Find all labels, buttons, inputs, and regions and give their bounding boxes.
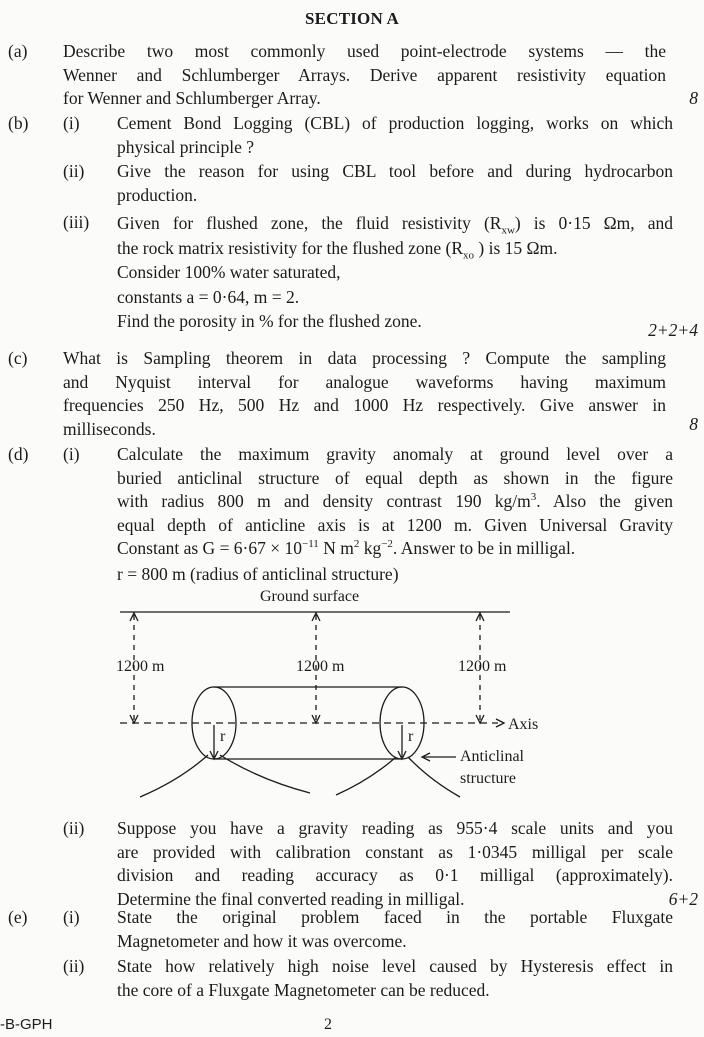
question-d-i-line-5: Constant as $G = 6\cdot 67 \times 10^{-11}$ N $m^2$ $kg^{-2}$. Answer to be in milligal. (117, 538, 576, 558)
page-number: 2 (324, 1016, 332, 1033)
question-b-iii-line-2: the rock matrix resistivity for the flushed zone ($R_{xo}$ ) is 15 Ωm. (117, 237, 558, 261)
question-e-i-line-2: Magnetometer and how it was overcome. (117, 930, 407, 951)
question-d-ii-line-2: are provided with calibration constant as 1·0345 milligal per scale (117, 841, 673, 862)
question-e-label: (e) (8, 907, 28, 927)
anticline-curve-4 (408, 757, 460, 797)
question-d-i-line-4: equal depth of anticline axis is at 1200 m. Given Universal Gravity (117, 514, 673, 535)
question-b-ii-label: (ii) (63, 161, 85, 181)
question-a-text (63, 40, 666, 111)
question-d-i-line-1: Calculate the maximum gravity anomaly at ground level over a (117, 444, 673, 464)
question-e-ii-line-2: the core of a Fluxgate Magnetometer can be reduced. (117, 979, 490, 1000)
question-c-marks: 8 (689, 414, 698, 434)
question-b-iii-line-3: Consider 100% water saturated, (117, 262, 341, 282)
axis-label: Axis (508, 716, 539, 733)
depth-label-middle: 1200 m (296, 658, 345, 675)
question-d-marks: 6+2 (668, 889, 698, 909)
question-a-label: (a) (8, 41, 28, 61)
question-d-i-line-6: r = 800 m (radius of anticlinal structure) (117, 563, 399, 584)
question-a-line-2: Wenner and Schlumberger Arrays. Derive apparent resistivity equation (63, 64, 666, 85)
anticline-curve-3 (336, 757, 396, 795)
question-d-ii-label: (ii) (63, 818, 85, 838)
question-b-iii-line-4: constants a = 0·64, m = 2. (117, 286, 300, 307)
depth-label-right: 1200 m (458, 658, 507, 675)
question-b-marks: 2+2+4 (648, 320, 698, 340)
radius-label-right: r (408, 728, 414, 745)
anticline-curve-1 (140, 755, 208, 797)
question-b-i-line-1: Cement Bond Logging (CBL) of production logging, works on which (117, 113, 673, 133)
section-title: SECTION A (305, 9, 399, 28)
question-c-line-2: and Nyquist interval for analogue waveforms having maximum (63, 371, 666, 392)
question-d-ii-line-4: Determine the final converted reading in milligal. (117, 888, 465, 909)
question-b-iii-line-1: Given for flushed zone, the fluid resistivity $(R_{xw})$ is 0·15 Ωm, and (117, 213, 673, 237)
anticline-figure (100, 585, 570, 810)
question-a-line-1: Describe two most commonly used point-electrode systems — the (63, 41, 666, 61)
question-d-i-line-2: buried anticlinal structure of equal depth as shown in the figure (117, 467, 673, 488)
paper-code: -B-GPH (0, 1016, 53, 1033)
question-e-ii-line-1: State how relatively high noise level caused by Hysteresis effect in (117, 956, 673, 976)
question-e-ii-label: (ii) (63, 956, 85, 976)
question-b-ii-line-2: production. (117, 184, 198, 205)
question-b-i-line-2: physical principle ? (117, 136, 255, 157)
depth-label-left: 1200 m (116, 658, 165, 675)
question-e-i-label: (i) (63, 907, 80, 927)
question-c-label: (c) (8, 348, 28, 368)
question-b-iii-label: (iii) (63, 212, 90, 232)
question-b-ii-line-1: Give the reason for using CBL tool before and during hydrocarbon (117, 161, 673, 181)
question-a-marks: 8 (689, 88, 698, 108)
question-d-ii-line-3: division and reading accuracy as 0·1 milligal (approximately). (117, 865, 673, 885)
question-b-iii-line-5: Find the porosity in % for the flushed zone. (117, 311, 422, 331)
question-c-line-4: milliseconds. (63, 418, 156, 439)
question-d-i-label: (i) (63, 444, 80, 464)
question-b-i-label: (i) (63, 113, 80, 133)
ground-surface-label: Ground surface (260, 588, 360, 605)
question-a-line-3: for Wenner and Schlumberger Array. (63, 88, 321, 108)
question-d-label: (d) (8, 444, 29, 464)
question-d-ii-line-1: Suppose you have a gravity reading as 955·4 scale units and you (117, 818, 673, 838)
structure-label-line-2: structure (460, 770, 516, 787)
question-e-i-line-1: State the original problem faced in the portable Fluxgate (117, 907, 673, 927)
anticline-curve-2 (220, 755, 310, 793)
question-c-line-1: What is Sampling theorem in data processing ? Compute the sampling (63, 348, 666, 368)
question-c-line-3: frequencies 250 Hz, 500 Hz and 1000 Hz respectively. Give answer in (63, 395, 666, 415)
structure-label-line-1: Anticlinal (460, 748, 524, 765)
question-b-label: (b) (8, 113, 29, 133)
question-d-i-line-3: with radius 800 m and density contrast 190 $kg/m^3$. Also the given (117, 491, 674, 511)
radius-label-left: r (220, 728, 226, 745)
